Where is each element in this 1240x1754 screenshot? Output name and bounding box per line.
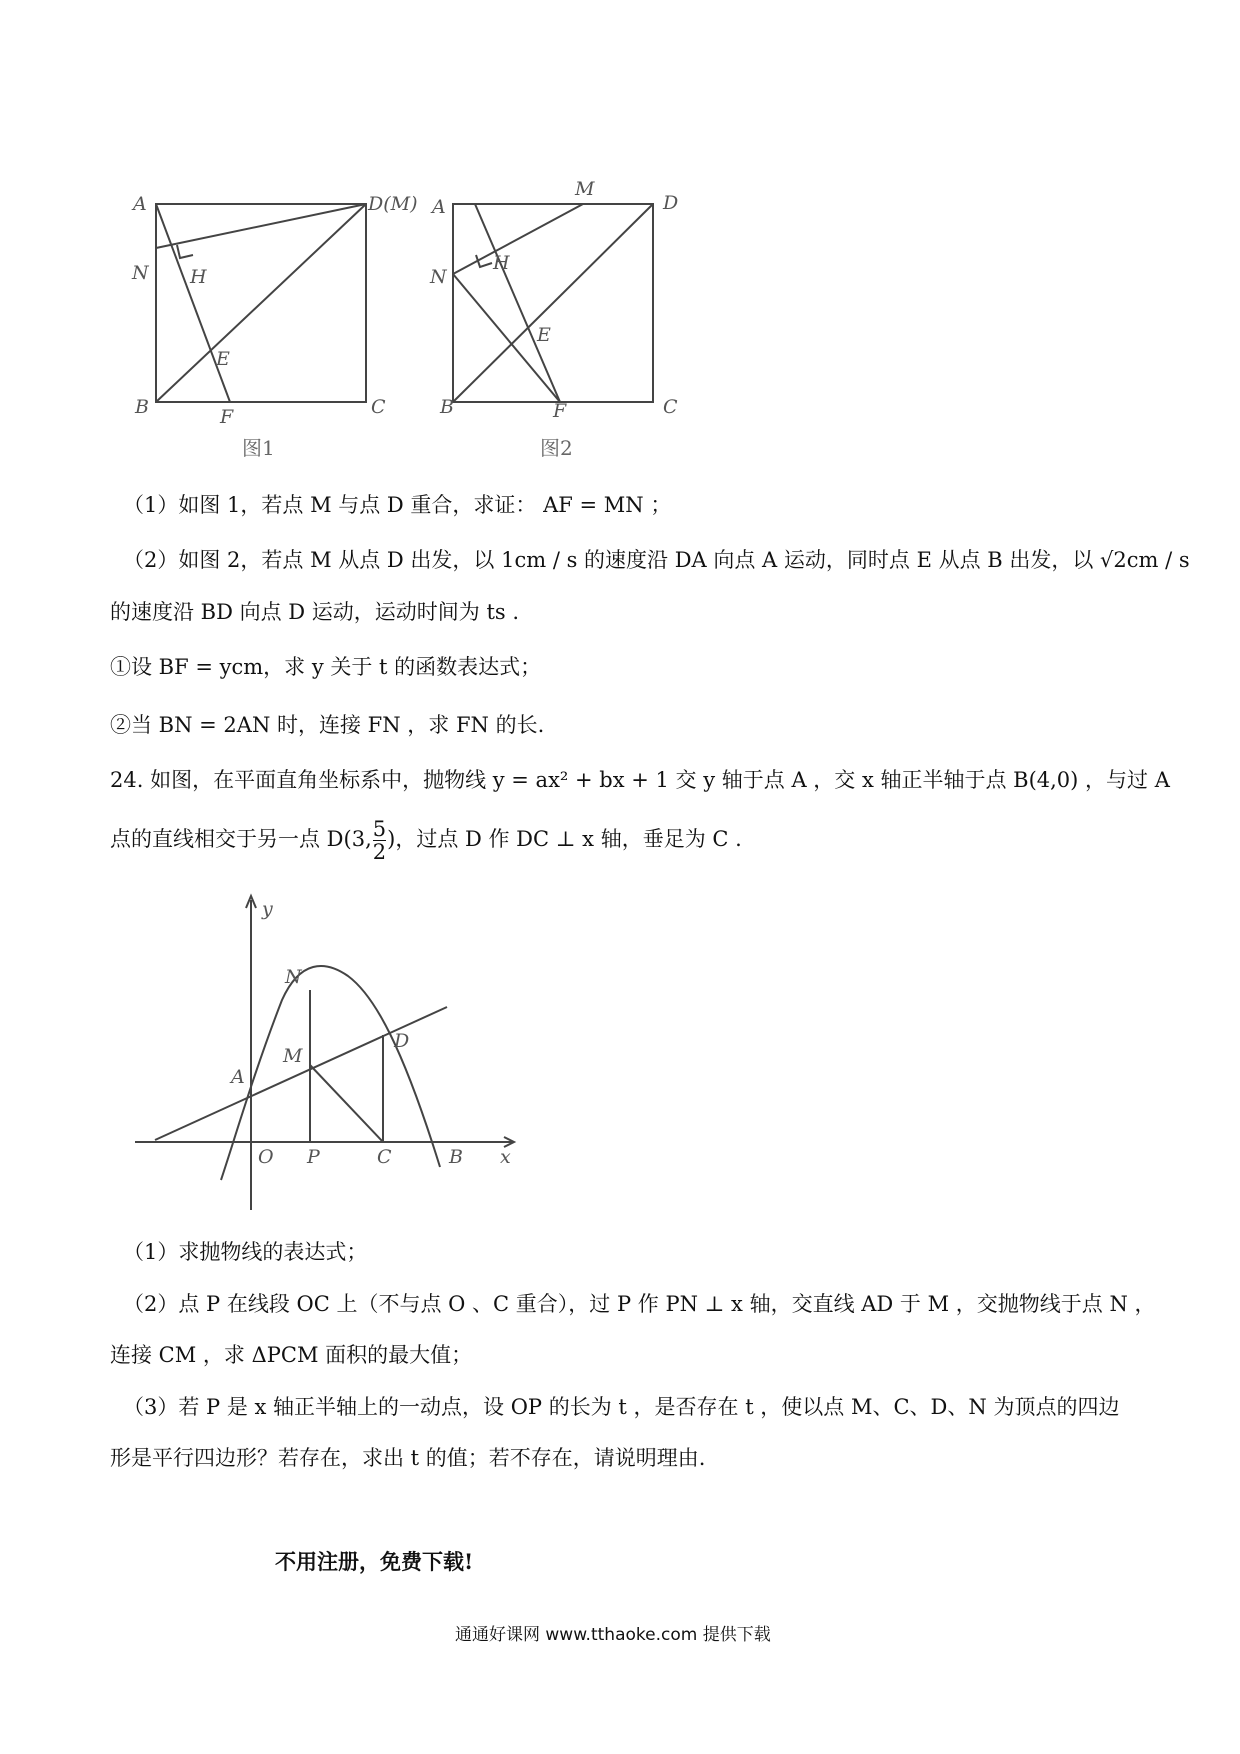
q23-sub2: ②当 BN = 2AN 时，连接 FN ，求 FN 的长. — [110, 713, 545, 737]
fig3-label-a: A — [231, 1066, 245, 1088]
fig3-label-b: B — [449, 1146, 463, 1168]
q24-part3-line2: 形是平行四边形？若存在，求出 t 的值；若不存在，请说明理由. — [110, 1446, 706, 1470]
fig2-label-b: B — [440, 396, 454, 418]
fig2-label-c: C — [663, 396, 678, 418]
fraction-denominator: 2 — [372, 840, 387, 865]
fig1-label-f: F — [220, 406, 234, 428]
fig2-label-a: A — [432, 196, 446, 218]
q24-part3-line1: （3）若 P 是 x 轴正半轴上的一动点，设 OP 的长为 t ，是否存在 t ，使以点 M、C、D、N 为顶点的四边 — [123, 1395, 1120, 1419]
q24-intro-line1: 24. 如图，在平面直角坐标系中，抛物线 y = ax² + bx + 1 交 y 轴于点 A ，交 x 轴正半轴于点 B(4,0) ，与过 A — [110, 768, 1170, 792]
fig2-label-m: M — [575, 178, 595, 200]
fig3-label-x: x — [500, 1146, 511, 1168]
fraction-five-halves — [373, 818, 386, 863]
fig2-label-f: F — [553, 400, 567, 422]
q23-part2-line2: 的速度沿 BD 向点 D 运动，运动时间为 ts . — [110, 600, 520, 624]
q24-intro-line2 — [110, 818, 742, 863]
q24-part2-line2: 连接 CM ，求 ΔPCM 面积的最大值； — [110, 1343, 473, 1367]
fig1-label-e: E — [216, 348, 230, 370]
q24-part2-line1: （2）点 P 在线段 OC 上（不与点 O 、C 重合），过 P 作 PN ⊥ x 轴，交直线 AD 于 M ，交抛物线于点 N ， — [123, 1292, 1156, 1316]
q24-intro-line2-before: 点的直线相交于另一点 D(3, — [110, 827, 372, 852]
fig1-label-b: B — [135, 396, 149, 418]
promo-text: 不用注册，免费下载! — [275, 1549, 474, 1574]
fig3-label-p: P — [307, 1146, 320, 1168]
fig3-label-c: C — [377, 1146, 392, 1168]
fig2-caption: 图2 — [540, 436, 573, 460]
fig3-label-y: y — [262, 898, 273, 920]
fig2-label-h: H — [493, 252, 510, 274]
fig2-label-e: E — [537, 324, 551, 346]
q24-part1: （1）求抛物线的表达式； — [123, 1240, 368, 1264]
fig1-label-n: N — [132, 262, 149, 284]
fig3-label-o: O — [258, 1146, 274, 1168]
q24-intro-line2-after: )，过点 D 作 DC ⊥ x 轴，垂足为 C . — [387, 827, 742, 852]
q23-part1: （1）如图 1，若点 M 与点 D 重合，求证： AF = MN ； — [123, 493, 672, 517]
fig3-label-d: D — [394, 1030, 410, 1052]
figure-3-graph — [0, 880, 1240, 1220]
site-credit: 通通好课网 www.tthaoke.com 提供下载 — [455, 1625, 771, 1645]
q23-sub1: ①设 BF = ycm，求 y 关于 t 的函数表达式； — [110, 655, 542, 679]
fig1-label-d: D(M) — [368, 193, 418, 215]
q23-part2-line1: （2）如图 2，若点 M 从点 D 出发，以 1cm / s 的速度沿 DA 向点 A 运动，同时点 E 从点 B 出发，以 √2cm / s — [123, 548, 1190, 572]
fig3-label-m: M — [283, 1045, 303, 1067]
fig3-label-n: N — [285, 966, 302, 988]
fig2-label-d: D — [663, 192, 679, 214]
fraction-numerator: 5 — [372, 817, 387, 841]
fig1-label-a: A — [133, 193, 147, 215]
fig1-caption: 图1 — [242, 436, 275, 460]
figure-2-diagram — [0, 0, 1240, 480]
fig2-label-n: N — [430, 266, 447, 288]
fig1-label-h: H — [190, 266, 207, 288]
fig1-label-c: C — [371, 396, 386, 418]
